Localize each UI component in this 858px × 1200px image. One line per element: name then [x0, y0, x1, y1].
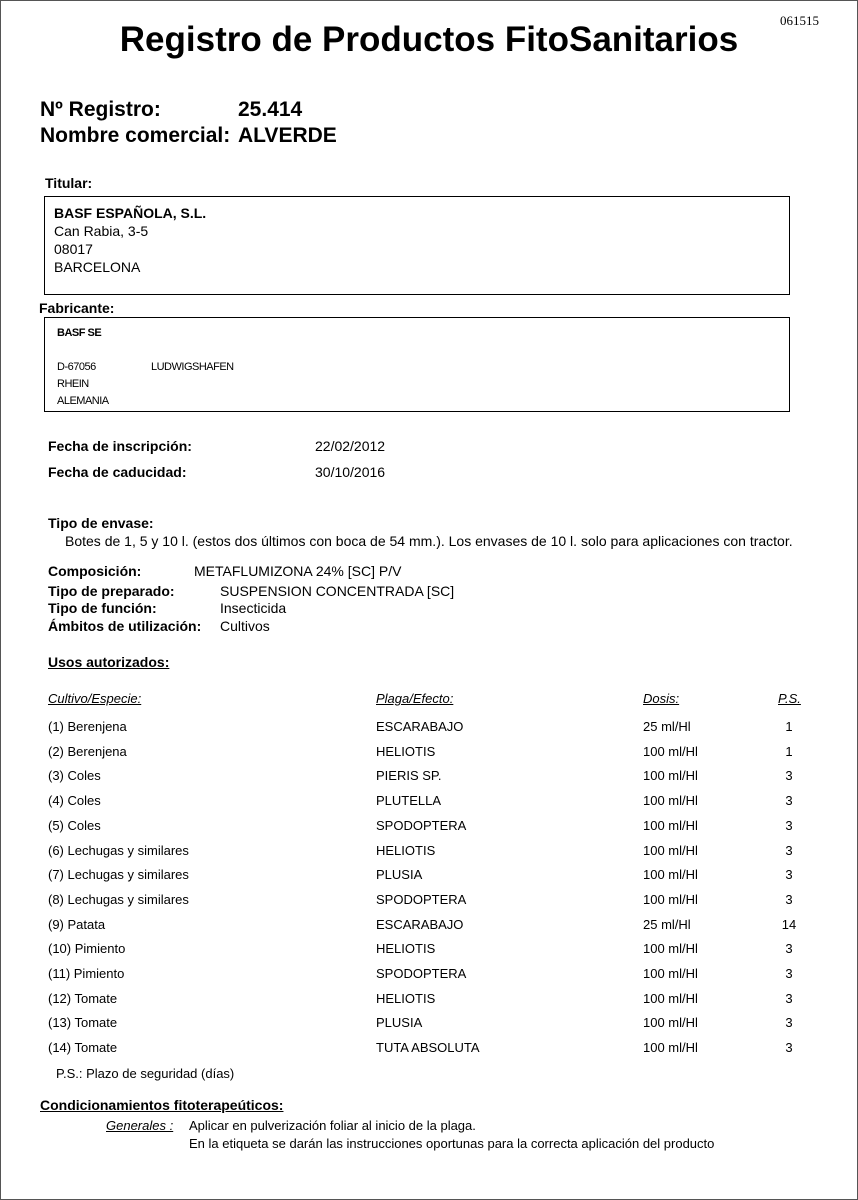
fecha-caducidad: 30/10/2016: [315, 464, 386, 480]
fabricante-region: RHEIN: [57, 378, 89, 390]
usos-title: Usos autorizados:: [48, 654, 170, 670]
cell-cultivo: (7) Lechugas y similares: [48, 867, 189, 882]
cell-ps: 3: [785, 892, 793, 907]
fabricante-box: [44, 317, 790, 412]
cell-plaga: SPODOPTERA: [376, 892, 467, 907]
cell-plaga: PLUSIA: [376, 1015, 423, 1030]
commercial-name-label: Nombre comercial:: [40, 124, 231, 147]
cell-ps: 3: [785, 941, 793, 956]
condicion-line-1: Aplicar en pulverización foliar al inicio de la plaga.: [189, 1118, 476, 1133]
condicion-line-2: En la etiqueta se darán las instrucciones oportunas para la correcta aplicación del producto: [189, 1136, 715, 1151]
cell-dosis: 100 ml/Hl: [643, 966, 698, 981]
envase-text: Botes de 1, 5 y 10 l. (estos dos últimos con boca de 54 mm.). Los envases de 10 l. solo para aplicaciones con tractor.: [65, 533, 793, 549]
cell-dosis: 100 ml/Hl: [643, 941, 698, 956]
fabricante-label: Fabricante:: [39, 300, 115, 316]
cell-dosis: 100 ml/Hl: [643, 991, 698, 1006]
cell-plaga: TUTA ABSOLUTA: [376, 1040, 480, 1055]
cell-plaga: SPODOPTERA: [376, 818, 467, 833]
cell-plaga: SPODOPTERA: [376, 966, 467, 981]
cell-cultivo: (2) Berenjena: [48, 744, 127, 759]
cell-cultivo: (9) Patata: [48, 917, 106, 932]
fecha-caducidad-label: Fecha de caducidad:: [48, 464, 187, 480]
ambitos: Cultivos: [220, 618, 270, 634]
registro-number: 25.414: [238, 98, 303, 121]
cell-ps: 3: [785, 768, 793, 783]
cell-cultivo: (4) Coles: [48, 793, 101, 808]
cell-ps: 3: [785, 867, 793, 882]
fecha-inscripcion-label: Fecha de inscripción:: [48, 438, 192, 454]
fabricante-postal: D-67056: [57, 361, 96, 373]
cell-plaga: PLUTELLA: [376, 793, 442, 808]
titular-label: Titular:: [45, 175, 93, 191]
composicion-value: METAFLUMIZONA 24% [SC] P/V: [194, 563, 402, 579]
cell-dosis: 100 ml/Hl: [643, 892, 698, 907]
cell-cultivo: (12) Tomate: [48, 991, 118, 1006]
cell-ps: 3: [785, 818, 793, 833]
cell-ps: 1: [785, 719, 793, 734]
cell-dosis: 100 ml/Hl: [643, 744, 698, 759]
cell-ps: 14: [781, 917, 797, 932]
fecha-inscripcion: 22/02/2012: [315, 438, 386, 454]
titular-box: [44, 196, 790, 295]
header-dosis: Dosis:: [643, 691, 680, 706]
cell-plaga: HELIOTIS: [376, 744, 436, 759]
cell-ps: 1: [785, 744, 793, 759]
tipo-funcion-label: Tipo de función:: [48, 600, 157, 616]
composicion-label: Composición:: [48, 563, 142, 579]
titular-postal: 08017: [54, 241, 93, 257]
page-title: Registro de Productos FitoSanitarios: [119, 20, 739, 59]
cell-plaga: HELIOTIS: [376, 941, 436, 956]
cell-cultivo: (1) Berenjena: [48, 719, 127, 734]
cell-cultivo: (10) Pimiento: [48, 941, 126, 956]
header-plaga: Plaga/Efecto:: [376, 691, 454, 706]
cell-ps: 3: [785, 793, 793, 808]
cell-dosis: 100 ml/Hl: [643, 1015, 698, 1030]
cell-ps: 3: [785, 966, 793, 981]
generales-label: Generales :: [106, 1118, 174, 1133]
cell-cultivo: (3) Coles: [48, 768, 101, 783]
cell-dosis: 25 ml/Hl: [643, 917, 691, 932]
commercial-name: ALVERDE: [238, 124, 337, 147]
registro-number-label: Nº Registro:: [40, 98, 161, 121]
ambitos-label: Ámbitos de utilización:: [48, 618, 202, 634]
tipo-preparado-label: Tipo de preparado:: [48, 583, 175, 599]
cell-dosis: 100 ml/Hl: [643, 867, 698, 882]
cell-ps: 3: [785, 1015, 793, 1030]
cell-plaga: HELIOTIS: [376, 991, 436, 1006]
titular-city: BARCELONA: [54, 259, 141, 275]
cell-dosis: 100 ml/Hl: [643, 768, 698, 783]
cell-ps: 3: [785, 991, 793, 1006]
titular-street: Can Rabia, 3-5: [54, 223, 149, 239]
cell-cultivo: (11) Pimiento: [48, 966, 125, 981]
document-code: 061515: [780, 13, 819, 28]
header-cultivo: Cultivo/Especie:: [48, 691, 142, 706]
header-ps: P.S.: [778, 691, 801, 706]
cell-plaga: PLUSIA: [376, 867, 423, 882]
cell-dosis: 100 ml/Hl: [643, 1040, 698, 1055]
cell-plaga: ESCARABAJO: [376, 917, 464, 932]
cell-ps: 3: [785, 1040, 793, 1055]
cell-cultivo: (13) Tomate: [48, 1015, 118, 1030]
tipo-funcion: Insecticida: [220, 600, 287, 616]
ps-footnote: P.S.: Plazo de seguridad (días): [56, 1066, 235, 1081]
cell-ps: 3: [785, 843, 793, 858]
cell-plaga: HELIOTIS: [376, 843, 436, 858]
cell-cultivo: (6) Lechugas y similares: [48, 843, 189, 858]
cell-cultivo: (5) Coles: [48, 818, 101, 833]
cell-dosis: 25 ml/Hl: [643, 719, 691, 734]
fabricante-country: ALEMANIA: [57, 395, 109, 407]
titular-name: BASF ESPAÑOLA, S.L.: [54, 205, 207, 221]
condicionamientos-title: Condicionamientos fitoterapeúticos:: [40, 1097, 284, 1113]
envase-label: Tipo de envase:: [48, 515, 154, 531]
cell-cultivo: (8) Lechugas y similares: [48, 892, 189, 907]
fabricante-name: BASF SE: [57, 327, 102, 339]
fabricante-city: LUDWIGSHAFEN: [151, 361, 234, 373]
cell-plaga: ESCARABAJO: [376, 719, 464, 734]
tipo-preparado: SUSPENSION CONCENTRADA [SC]: [220, 583, 455, 599]
cell-dosis: 100 ml/Hl: [643, 843, 698, 858]
cell-dosis: 100 ml/Hl: [643, 793, 698, 808]
cell-cultivo: (14) Tomate: [48, 1040, 118, 1055]
cell-dosis: 100 ml/Hl: [643, 818, 698, 833]
cell-plaga: PIERIS SP.: [376, 768, 442, 783]
